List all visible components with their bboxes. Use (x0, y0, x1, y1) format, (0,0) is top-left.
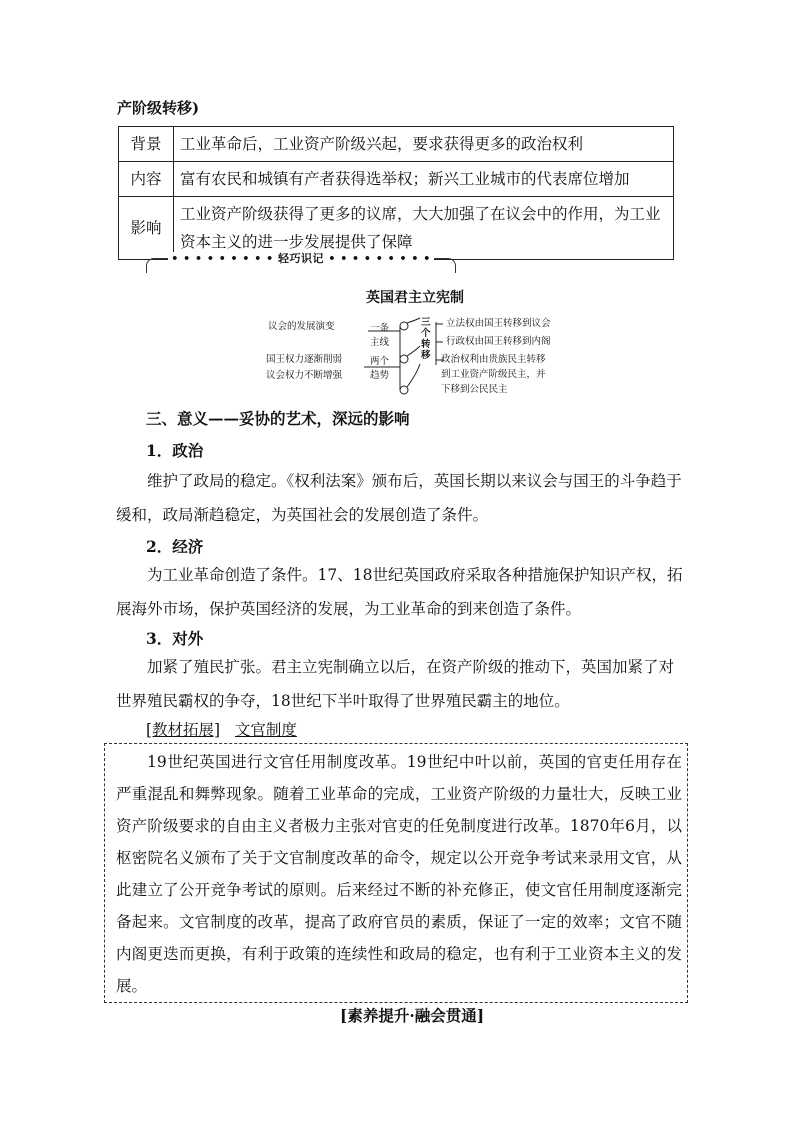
continued-heading-fragment: 产阶级转移) (117, 99, 200, 117)
diagram-branch-bottom-2: 趋势 (370, 370, 390, 381)
diagram-left-top: 议会的发展演变 (268, 321, 335, 332)
item-text: 为工业革命创造了条件。17、18世纪英国政府采取各种措施保护知识产权，拓展海外市场，保护英国经济的发展，为工业革命的到来创造了条件。 (116, 566, 683, 618)
table-key: 内容 (119, 162, 174, 197)
reform-table (118, 126, 674, 260)
diagram-title: 英国君主立宪制 (366, 290, 464, 306)
tip-dots-right: • • • • • • • • • (324, 252, 431, 265)
table-value: 工业革命后，工业资产阶级兴起，要求获得更多的政治权利 (174, 127, 674, 162)
table-row (119, 127, 674, 162)
diagram-left-bottom-1: 国王权力逐渐削弱 (266, 354, 343, 365)
diagram-branch-top-1: 一条 (370, 323, 390, 334)
diagram-right-item: 立法权由国王转移到议会 (446, 318, 551, 329)
table-key: 影响 (119, 197, 174, 260)
item-title: 3．对外 (146, 629, 204, 648)
tip-label (147, 250, 455, 266)
diagram-right-item: 下移到公民民主 (441, 384, 508, 395)
expand-topic: 文官制度 (234, 721, 297, 739)
bottom-section-title: [素养提升·融会贯通] (340, 1006, 485, 1025)
item-text: 维护了政局的稳定。《权利法案》颁布后，英国长期以来议会与国王的斗争趋于缓和，政局渐趋稳定，为英国社会的发展创造了条件。 (116, 472, 682, 524)
diagram-branch-top-2: 主线 (370, 337, 390, 348)
item-text: 加紧了殖民扩张。君主立宪制确立以后，在资产阶级的推动下，英国加紧了对世界殖民霸权的争夺，18世纪下半叶取得了世界殖民霸主的地位。 (116, 658, 675, 710)
table-key: 背景 (119, 127, 174, 162)
diagram-right-item: 行政权由国王转移到内阁 (446, 336, 551, 347)
tip-frame (146, 252, 456, 273)
diagram-left-bottom-2: 议会权力不断增强 (266, 370, 343, 381)
item-title: 2．经济 (146, 537, 204, 556)
table-value: 富有农民和城镇有产者获得选举权；新兴工业城市的代表席位增加 (174, 162, 674, 197)
expand-tag: [教材拓展] (146, 721, 221, 739)
tip-dots-left: • • • • • • • • • (171, 252, 278, 265)
tip-label-text: 轻巧识记 (278, 252, 324, 265)
section-heading: 三、意义——妥协的艺术，深远的影响 (146, 409, 410, 428)
expand-title (146, 718, 297, 740)
diagram-right-item: 政治权利由贵族民主转移 (441, 354, 546, 365)
diagram-right-item: 到工业资产阶级民主，并 (441, 369, 546, 380)
diagram-branch-bottom-1: 两个 (370, 356, 390, 367)
expand-text: 19世纪英国进行文官任用制度改革。19世纪中叶以前，英国的官吏任用存在严重混乱和舞弊现象。随着工业革命的完成，工业资产阶级的力量壮大，反映工业资产阶级要求的自由主义者极力主张对官吏的任免制度进行改革。1870年6月，以枢密院名义颁布了关于文官制度改革的命令，规定以公开竞争考试来录用文官，从此建立了公开竞争考试的原则。后来经过不断的补充修正，使文官任用制度逐渐完备起来。文官制度的改革，提高了政府官员的素质，保证了一定的效率；文官不随内阁更迭而更换，有利于政策的连续性和政局的稳定，也有利于工业资本主义的发展。 (116, 753, 682, 995)
table-row (119, 162, 674, 197)
diagram-vertical-label: 三 个 转 移 (421, 317, 431, 361)
table-value: 工业资产阶级获得了更多的议席，大大加强了在议会中的作用，为工业资本主义的进一步发展提供了保障 (174, 197, 674, 260)
item-title: 1．政治 (146, 441, 204, 460)
